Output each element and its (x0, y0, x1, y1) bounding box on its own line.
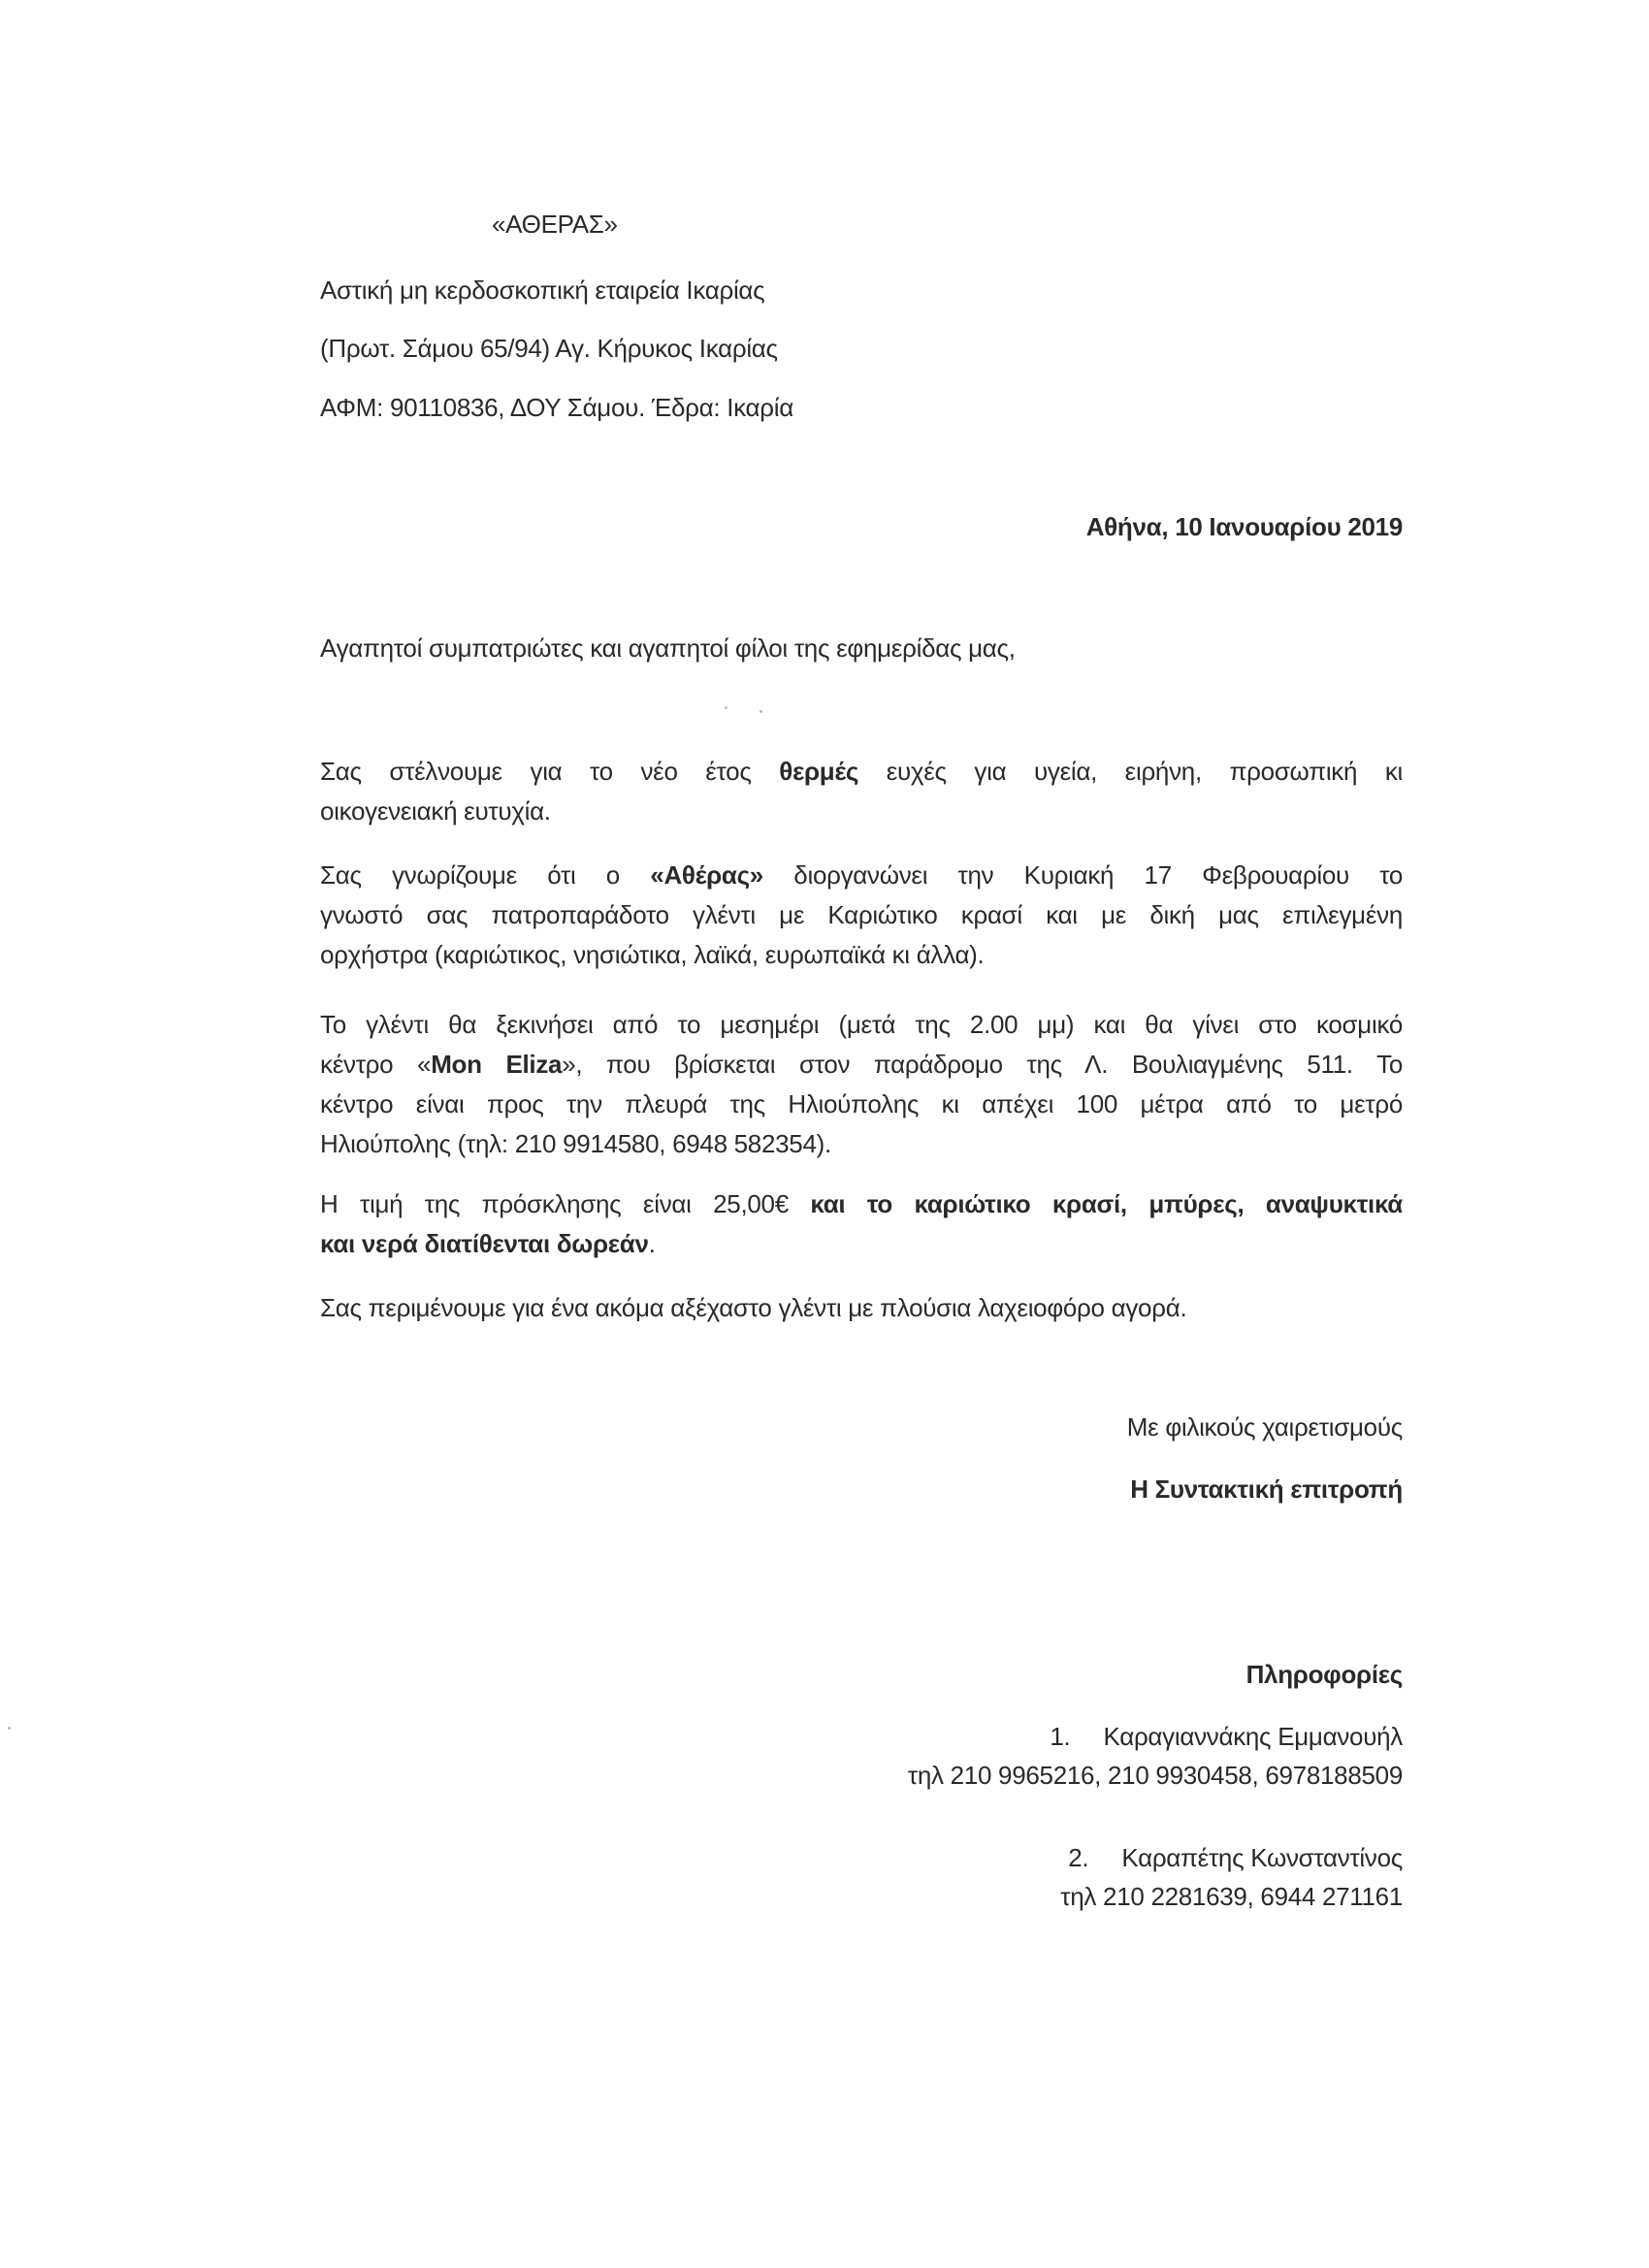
contact-1-name-line (1050, 1717, 1403, 1756)
letter-date: Αθήνα, 10 Ιανουαρίου 2019 (1085, 512, 1403, 541)
contact-1-name: Καραγιαννάκης Εμμανουήλ (1103, 1722, 1403, 1751)
paragraph-wishes (320, 752, 1403, 831)
organization-tax-info: ΑΦΜ: 90110836, ΔΟΥ Σάμου. Έδρα: Ικαρία (320, 393, 793, 422)
bold-text: και το καριώτικο κρασί, μπύρες, αναψυκτικά (810, 1189, 1403, 1218)
text: Η τιμή της πρόσκλησης είναι 25,00€ (320, 1189, 811, 1218)
bold-text: θερμές (779, 757, 859, 786)
contact-1-number: 1. (1050, 1722, 1071, 1751)
text: κέντρο « (320, 1050, 432, 1079)
greeting: Αγαπητοί συμπατριώτες και αγαπητοί φίλοι της εφημερίδας μας, (320, 633, 1016, 663)
text: ευχές για υγεία, ειρήνη, προσωπική κι (858, 757, 1403, 786)
contact-2-number: 2. (1068, 1843, 1089, 1872)
text: διοργανώνει την Κυριακή 17 Φεβρουαρίου το (762, 860, 1404, 890)
paragraph-event-announcement (320, 856, 1403, 975)
text: οικογενειακή ευτυχία. (320, 796, 551, 826)
bold-venue-name: Mon Eliza (431, 1050, 563, 1079)
text: Ηλιούπολης (τηλ: 210 9914580, 6948 582354). (320, 1129, 831, 1158)
text: Σας γνωρίζουμε ότι ο (320, 860, 651, 890)
organization-title: «ΑΘΕΡΑΣ» (492, 210, 618, 239)
organization-description: Αστική μη κερδοσκοπική εταιρεία Ικαρίας (320, 275, 765, 305)
closing-salutation: Με φιλικούς χαιρετισμούς (1126, 1412, 1403, 1442)
contact-2-name-line (1068, 1838, 1403, 1877)
text: Το γλέντι θα ξεκινήσει από το μεσημέρι (μετά της 2.00 μμ) και θα γίνει στο κοσμικό (320, 1010, 1403, 1039)
contact-1-phones: τηλ 210 9965216, 210 9930458, 6978188509 (907, 1761, 1403, 1790)
paragraph-venue (320, 1005, 1403, 1164)
scan-speck (8, 1727, 11, 1730)
text: », που βρίσκεται στον παράδρομο της Λ. Βουλιαγμένης 511. Το (562, 1050, 1403, 1079)
contact-2-phones: τηλ 210 2281639, 6944 271161 (1060, 1882, 1403, 1911)
text: κέντρο είναι προς την πλευρά της Ηλιούπολης κι απέχει 100 μέτρα από το μετρό (320, 1089, 1403, 1118)
text: γνωστό σας πατροπαράδοτο γλέντι με Καριώτικο κρασί και με δική μας επιλεγμένη (320, 900, 1403, 929)
scan-speck (760, 710, 762, 713)
text: . (648, 1229, 656, 1258)
scan-speck (725, 706, 728, 709)
paragraph-closing-invitation: Σας περιμένουμε για ένα ακόμα αξέχαστο γλέντι με πλούσια λαχειοφόρο αγορά. (320, 1293, 1187, 1322)
text: Σας στέλνουμε για το νέο έτος (320, 757, 780, 786)
contact-2-name: Καραπέτης Κωνσταντίνος (1121, 1843, 1403, 1872)
bold-text: «Αθέρας» (650, 860, 763, 890)
signature: Η Συντακτική επιτροπή (1130, 1474, 1403, 1504)
info-heading: Πληροφορίες (1245, 1660, 1403, 1689)
paragraph-price (320, 1184, 1403, 1264)
organization-address: (Πρωτ. Σάμου 65/94) Αγ. Κήρυκος Ικαρίας (320, 334, 778, 363)
text: ορχήστρα (καριώτικος, νησιώτικα, λαϊκά, ευρωπαϊκά κι άλλα). (320, 940, 985, 969)
bold-text: και νερά διατίθενται δωρεάν (320, 1229, 649, 1258)
